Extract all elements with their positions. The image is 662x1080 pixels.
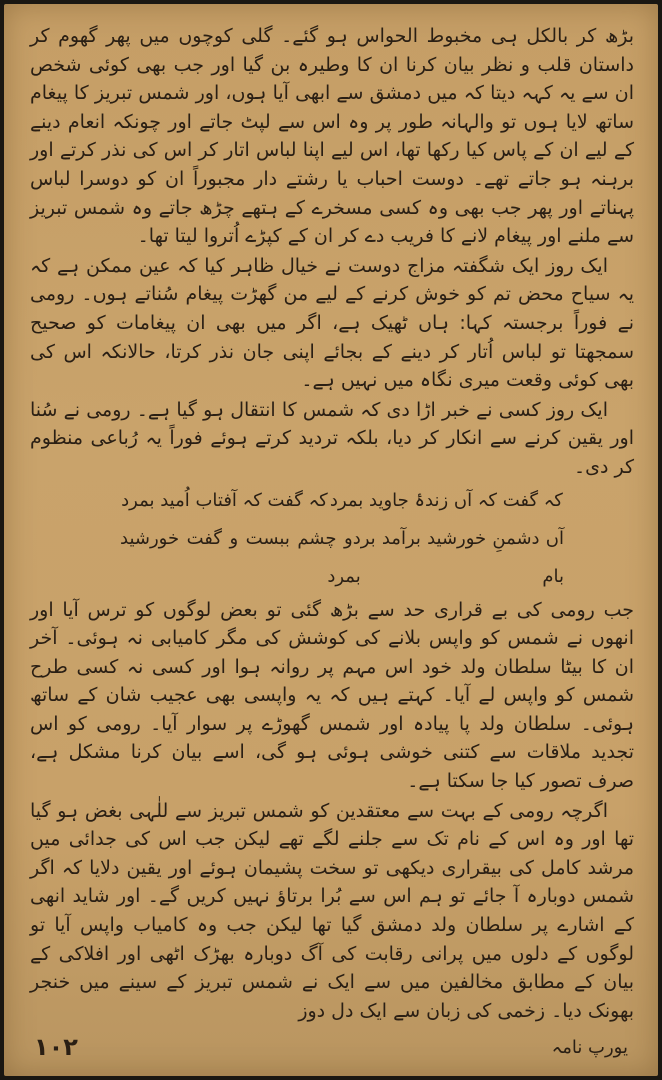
verse-line-1 <box>30 482 634 520</box>
verse-2-right-hemistich: آں دشمنِ خورشید برآمد بر بام <box>360 527 564 587</box>
verse-1-left-hemistich: کہ گفت کہ آفتاب اُمید بمرد <box>121 489 328 511</box>
verse-1-right-hemistich: کہ گفت کہ آں زندۂ جاوید بمرد <box>329 489 563 511</box>
book-page <box>4 4 658 1076</box>
paragraph-5: اگرچہ رومی کے بہت سے معتقدین کو شمس تبریز سے للٰہی بغض ہو گیا تھا اور وہ اس کے نام تک سے جلنے لگے تھے لیکن جب اس کی جدائی میں مرشد کامل کی بیقراری دیکھی تو سخت پشیمان ہوئے اور یقین دلایا کہ اگر شمس دوبارہ آ جائے تو ہم اس سے بُرا برتاؤ نہیں کریں گے۔ اور شاید انھی کے اشارے پر سلطان ولد دمشق گیا تھا لیکن جب وہ کامیاب واپس آیا تو لوگوں کے دلوں میں پرانی رقابت کی آگ دوبارہ بھڑک اٹھی اور افلاکی کے بیان کے مطابق مخالفین میں سے ایک نے شمس تبریز کے سینے میں خنجر بھونک دیا۔ زخمی کی زبان سے ایک دل دوز <box>30 799 634 1022</box>
paragraph-2: ایک روز ایک شگفتہ مزاج دوست نے خیال ظاہر کیا کہ عین ممکن ہے کہ یہ سیاح محض تم کو خوش کرنے کے لیے من گھڑت پیغام سُناتے ہوں۔ رومی نے فوراً برجستہ کہا: ہاں ٹھیک ہے، اگر میں بھی ان پیغامات کو صحیح سمجھتا تو لباس اُتار کر دینے کے بجائے اپنی جان نذر کرتا، حالانکہ اس کی بھی کوئی وقعت میری نگاہ میں نہیں ہے۔ <box>30 254 634 392</box>
paragraph-3: ایک روز کسی نے خبر اڑا دی کہ شمس کا انتقال ہو گیا ہے۔ رومی نے سُنا اور یقین کرنے سے انکار کر دیا، بلکہ تردید کرتے ہوئے فوراً یہ رُباعی منظوم کر دی۔ <box>30 398 634 478</box>
verse-line-2 <box>30 520 634 596</box>
paragraph-4: جب رومی کی بے قراری حد سے بڑھ گئی تو بعض لوگوں کو ترس آیا اور انھوں نے شمس کو واپس بلانے کی کوشش کی مگر کامیابی نہ ہوئی۔ آخر ان کا بیٹا سلطان ولد خود اس مہم پر روانہ ہوا اور کسی نہ کسی طرح شمس کو واپس لے آیا۔ کہتے ہیں کہ یہ واپسی بھی عجیب شان کے ساتھ ہوئی۔ سلطان ولد پا پیادہ اور شمس گھوڑے پر سوار آیا۔ رومی کو اس تجدید ملاقات سے کتنی خوشی ہوئی ہو گی، اسے بیان کرنا مشکل ہے، صرف تصور کیا جا سکتا ہے۔ <box>30 598 634 793</box>
rubai-verse <box>30 482 634 596</box>
verse-2-left-hemistich: دو چشم ببست و گفت خورشید بمرد <box>120 527 361 587</box>
running-title: یورپ نامہ <box>551 1036 628 1058</box>
page-footer <box>34 1030 628 1064</box>
paragraph-1: بڑھ کر بالکل ہی مخبوط الحواس ہو گئے۔ گلی کوچوں میں پھر گھوم کر داستان قلب و نظر بیان کرنا ان کا وطیرہ بن گیا اور جب بھی کوئی شخص ان سے یہ کہہ دیتا کہ میں دمشق سے ابھی آیا ہوں، اور شمس تبریز کا پیغام ساتھ لایا ہوں تو والہانہ طور پر وہ اس سے لپٹ جاتے اور چونکہ انعام دینے کے لیے ان کے پاس کیا رکھا تھا، اس لیے اپنا لباس اتار کر اس کی نذر کرتے اور برہنہ ہو جاتے تھے۔ دوست احباب یا رشتے دار مجبوراً ان کو دوسرا لباس پہناتے اور پھر جب بھی وہ کسی مسخرے کے ہتھے چڑھ جاتے وہ شمس تبریز سے ملنے اور پیغام لانے کا فریب دے کر ان کے کپڑے اُتروا لیتا تھا۔ <box>30 25 634 248</box>
page-body <box>30 22 634 1025</box>
page-number: ۱۰۲ <box>34 1033 78 1061</box>
